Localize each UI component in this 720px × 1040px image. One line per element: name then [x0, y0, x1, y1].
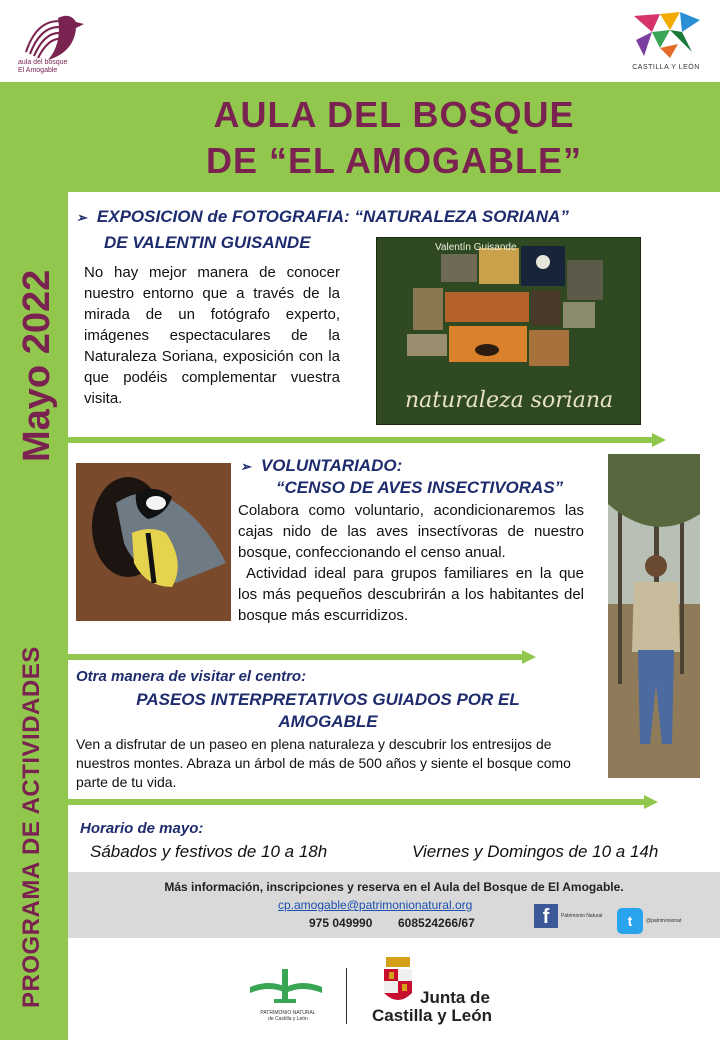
castilla-leon-star-logo: [630, 10, 702, 60]
aula-bosque-logo-text: [18, 59, 98, 75]
twitter-handle: @patrimonionat: [646, 918, 682, 924]
section-2-body-paragraph-1: Colabora como voluntario, acondicionaremos las cajas nido de las aves insectívoras de nuestro bosque, confeccionando el censo anual.: [238, 502, 584, 561]
divider-arrow-3: [68, 795, 658, 809]
pn-text-line-1: PATRIMONIO NATURAL: [260, 1010, 316, 1016]
footer-divider: [346, 968, 347, 1024]
contact-info-line: Más información, inscripciones y reserva en el Aula del Bosque de El Amogable.: [164, 880, 624, 894]
facebook-handle: Patrimonio Natural: [561, 913, 603, 919]
divider-arrow-1: [68, 433, 666, 447]
contact-phone-1: 975 049990: [309, 916, 373, 930]
patrimonio-natural-text: [248, 1010, 328, 1022]
hours-weekend: Sábados y festivos de 10 a 18h: [90, 842, 328, 861]
side-month-label: Mayo 2022: [16, 269, 58, 462]
patrimonio-natural-logo: [250, 965, 322, 1010]
section-3-body: Ven a disfrutar de un paseo en plena naturaleza y descubrir los entresijos de nuestros montes. Abraza un árbol de más de 500 años y siente el bosque como parte de tu vida.: [76, 736, 571, 790]
book-author: Valentín Guisande: [435, 242, 517, 253]
bullet-arrow-icon: ➢: [240, 459, 251, 474]
junta-name-line-2: Castilla y León: [372, 1006, 492, 1025]
section-1-body: No hay mejor manera de conocer nuestro entorno que a través de la mirada de un fotógrafo experto, imágenes espectaculares de la Naturaleza Soriana, exposición con la que podéis complementar vuestra visita.: [84, 264, 340, 407]
hours-friday-sunday: Viernes y Domingos de 10 a 14h: [412, 842, 659, 861]
page-title-line-2: DE “EL AMOGABLE”: [205, 140, 583, 181]
contact-email-link[interactable]: cp.amogable@patrimonionatural.org: [278, 898, 473, 912]
section-2-body-paragraph-2: Actividad ideal para grupos familiares en la que los más pequeños descubrirán a los habitantes del bosque más escurridizos.: [238, 565, 584, 624]
section-2-title-text: VOLUNTARIADO:: [260, 456, 403, 475]
section-2-title: [240, 456, 402, 476]
section-2-body: [238, 500, 584, 626]
section-3-title: Otra manera de visitar el centro:: [76, 668, 307, 685]
logo-aula-line-1: aula del bosque: [18, 59, 68, 66]
pn-text-line-2: de Castilla y León: [268, 1016, 308, 1022]
castilla-leon-logo-text: CASTILLA Y LEÓN: [632, 64, 700, 71]
contact-phone-2: 608524266/67: [398, 916, 475, 930]
book-title: naturaleza soriana: [405, 388, 614, 413]
hiker-in-forest-image: [608, 454, 700, 778]
divider-arrow-2: [68, 650, 536, 664]
logo-aula-line-2: El Amogable: [18, 67, 58, 74]
side-program-label: PROGRAMA DE ACTIVIDADES: [18, 646, 45, 1008]
section-2-subtitle: “CENSO DE AVES INSECTIVORAS”: [276, 478, 564, 497]
section-1-subtitle: DE VALENTIN GUISANDE: [104, 233, 311, 252]
book-cover-photo: [376, 237, 641, 425]
bullet-arrow-icon: ➢: [76, 210, 87, 225]
section-1-title-text: EXPOSICION de FOTOGRAFIA: “NATURALEZA SORIANA”: [96, 207, 569, 226]
page-title-line-1: AULA DEL BOSQUE: [213, 94, 575, 135]
hours-title: Horario de mayo:: [80, 820, 204, 837]
facebook-icon[interactable]: f: [534, 904, 558, 928]
bird-nestbox-photo: [76, 463, 231, 621]
junta-shield-icon: [382, 955, 414, 1007]
junta-name-line-1: Junta de: [420, 988, 490, 1007]
section-3-subtitle-line-1: PASEOS INTERPRETATIVOS GUIADOS POR EL: [136, 690, 520, 709]
great-tit-image: [76, 463, 231, 621]
section-3-subtitle-line-2: AMOGABLE: [278, 712, 378, 731]
section-1-title: [76, 207, 716, 227]
guided-walk-photo: [608, 454, 700, 778]
twitter-icon[interactable]: t: [617, 908, 643, 934]
